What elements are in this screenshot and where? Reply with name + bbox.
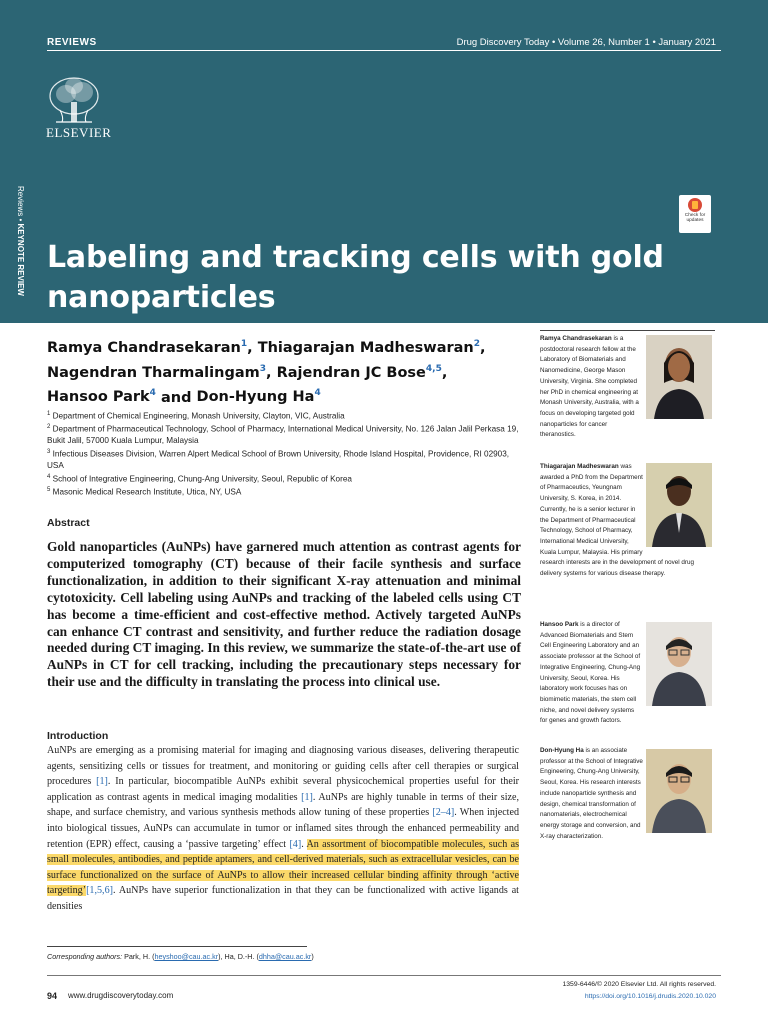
author[interactable]: Rajendran JC Bose$^{4,5}$ xyxy=(276,363,442,381)
crossmark-line1: Check for xyxy=(684,213,706,218)
email-link[interactable]: dhha@cau.ac.kr xyxy=(258,952,312,961)
affiliation-item: $^4$ School of Integrative Engineering, Chung-Ang University, Seoul, Republic of Korea xyxy=(47,473,352,484)
reference-link[interactable]: [2–4] xyxy=(432,807,455,819)
side-label-keynote: KEYNOTE REVIEW xyxy=(16,223,25,296)
bio-thiagarajan: Thiagarajan Madheswaran was awarded a PhD from the Department of Pharmaceutics, Yeungnam University, S. Korea, in 2014. Currently, he is a senior lecturer in the Department of Pharmaceutical Technology, School of Pharmacy, International Medical University, Kuala Lumpur, Malaysia. His primary research interests are in the development of novel drug delivery systems for various disease therapy. xyxy=(540,462,715,580)
affiliation-item: $^5$ Masonic Medical Research Institute, Utica, NY, USA xyxy=(47,486,242,497)
bio-ramya: Ramya Chandrasekaran is a postdoctoral research fellow at the Laboratory of Biomaterials and Nanomedicine, George Mason University, Virginia. She completed her PhD in chemical engineering at Monash University, Australia, with a focus on developing targeted gold nanoparticles for cancer theranostics. xyxy=(540,334,715,441)
crossmark-icon xyxy=(688,198,702,212)
bio-donhyung: Don-Hyung Ha is an associate professor at the School of Integrative Engineering, Chung-Ang University, Seoul, Korea. His research interests include nanoparticle synthesis and design, chemical transformation of nanomaterials, electrochemical energy storage and conversion, and X-ray characterization. xyxy=(540,746,715,842)
copyright-notice: 1359-6446/© 2020 Elsevier Ltd. All rights reserved. xyxy=(562,981,716,988)
journal-citation: Drug Discovery Today • Volume 26, Number 1 • January 2021 xyxy=(456,37,716,48)
photo-float-spacer xyxy=(643,620,715,710)
header-rule xyxy=(47,50,721,51)
photo-float-spacer xyxy=(643,334,715,422)
article-title: Labeling and tracking cells with gold nanoparticles xyxy=(47,240,664,315)
reference-link[interactable]: [4] xyxy=(289,838,302,850)
author[interactable]: Nagendran Tharmalingam$^3$ xyxy=(47,363,266,381)
journal-website[interactable]: www.drugdiscoverytoday.com xyxy=(68,991,174,1000)
author[interactable]: Hansoo Park$^4$ xyxy=(47,388,156,406)
author[interactable]: Don-Hyung Ha$^4$ xyxy=(196,388,321,406)
reference-link[interactable]: [1] xyxy=(96,776,108,788)
abstract-text: Gold nanoparticles (AuNPs) have garnered much attention as contrast agents for computerized tomography (CT) because of their facile synthesis and surface functionalization, in addition to their significant X-ray attenuation and minimal cytotoxicity. Cell labeling using AuNPs and tracking of the labeled cells using CT has become a time-efficient and cost-effective method. Actively targeted AuNPs can enhance CT contrast and sensitivity, and further reduce the radiation dosage needed during CT imaging. In this review, we summarize the state-of-the-art use of AuNPs in CT for cell tracking, including the precautionary steps necessary for their use and the difficulty in translating the process into clinical use. xyxy=(47,539,521,690)
affiliation-item: $^1$ Department of Chemical Engineering, Monash University, Clayton, VIC, Australia xyxy=(47,411,345,421)
introduction-heading: Introduction xyxy=(47,730,109,742)
email-link[interactable]: heyshoo@cau.ac.kr xyxy=(154,952,219,961)
check-for-updates-badge[interactable] xyxy=(679,195,711,233)
corresponding-authors: Corresponding authors: Park, H. (heyshoo@cau.ac.kr), Ha, D.-H. (dhha@cau.ac.kr) xyxy=(47,952,314,961)
affiliation-item: $^2$ Department of Pharmaceutical Technology, School of Pharmacy, International Medical University, No. 126 Jalan Jalil Perkasa 19, Bukit Jalil, 57000 Kuala Lumpur, Malaysia xyxy=(47,424,519,446)
bio-column-rule xyxy=(540,330,715,331)
abstract-heading: Abstract xyxy=(47,517,90,529)
introduction-text: AuNPs are emerging as a promising material for imaging and diagnosing various diseases, delivering therapeutic agents, sensitizing cells or tissues for treatment, and monitoring or guiding cells after cell therapies or surgical procedures [1]. In particular, biocompatible AuNPs exhibit several physicochemical properties useful for their application as contrast agents in medical imaging modalities [1]. AuNPs are highly tunable in terms of their size, shape, and surface chemistry, and various synthesis methods allow tuning of these properties [2–4]. When injected into biological tissues, AuNPs can accumulate in tumor or inflamed sites through the enhanced permeability and retention (EPR) effect, causing a ‘passive targeting’ effect [4]. An assortment of biocompatible molecules, such as small molecules, antibodies, and peptide aptamers, and cell-derived materials, such as extracellular vesicles, can be surface functionalized on the surface of AuNPs to allow their increased cellular binding affinity through ‘active targeting’[1,5,6]. AuNPs have superior functionalization in that they can be functionalized with active ligands at densities xyxy=(47,745,520,912)
author-list: Ramya Chandrasekaran$^1$, Thiagarajan Madheswaran$^2$, Nagendran Tharmalingam$^3$, Rajendran JC Bose$^{4,5}$, Hansoo Park$^4$ and Don-Hyung Ha$^4$ xyxy=(47,339,486,406)
page-footer-rule xyxy=(47,975,721,976)
highlighted-text[interactable]: An assortment of biocompatible molecules, such as small molecules, antibodies, and peptide aptamers, and cell-derived materials, such as extracellular vesicles, can be surface functionalized on the surface of AuNPs to allow their increased cellular binding affinity through ‘active targeting’ xyxy=(47,838,519,897)
doi-link[interactable]: https://doi.org/10.1016/j.drudis.2020.10.020 xyxy=(584,993,716,1000)
footnote-rule xyxy=(47,946,307,947)
author[interactable]: Thiagarajan Madheswaran$^2$ xyxy=(257,339,480,356)
reference-link[interactable]: [1] xyxy=(301,791,313,803)
page-number: 94 xyxy=(47,991,58,1001)
reference-link[interactable]: [1,5,6] xyxy=(86,885,113,897)
affiliations xyxy=(47,409,527,498)
affiliation-item: $^3$ Infectious Diseases Division, Warren Alpert Medical School of Brown University, Rhode Island Hospital, Providence, RI 02903, USA xyxy=(47,448,510,471)
crossmark-line2: updates xyxy=(686,218,704,223)
photo-float-spacer xyxy=(643,462,715,548)
side-section-label xyxy=(15,186,27,326)
publisher-wordmark: ELSEVIER xyxy=(46,125,112,140)
photo-float-spacer xyxy=(643,746,715,830)
bio-hansoo: Hansoo Park is a director of Advanced Biomaterials and Stem Cell Engineering Laboratory and an associate professor at the School of Integrative Engineering, Chung-Ang University, Seoul, Korea. His laboratory work focuses has on biomimetic materials, the stem cell niche, and novel delivery systems for genes and growth factors. xyxy=(540,620,715,727)
side-label-reviews: Reviews • xyxy=(16,186,25,224)
author[interactable]: Ramya Chandrasekaran$^1$ xyxy=(47,339,248,356)
section-label: REVIEWS xyxy=(47,37,97,48)
